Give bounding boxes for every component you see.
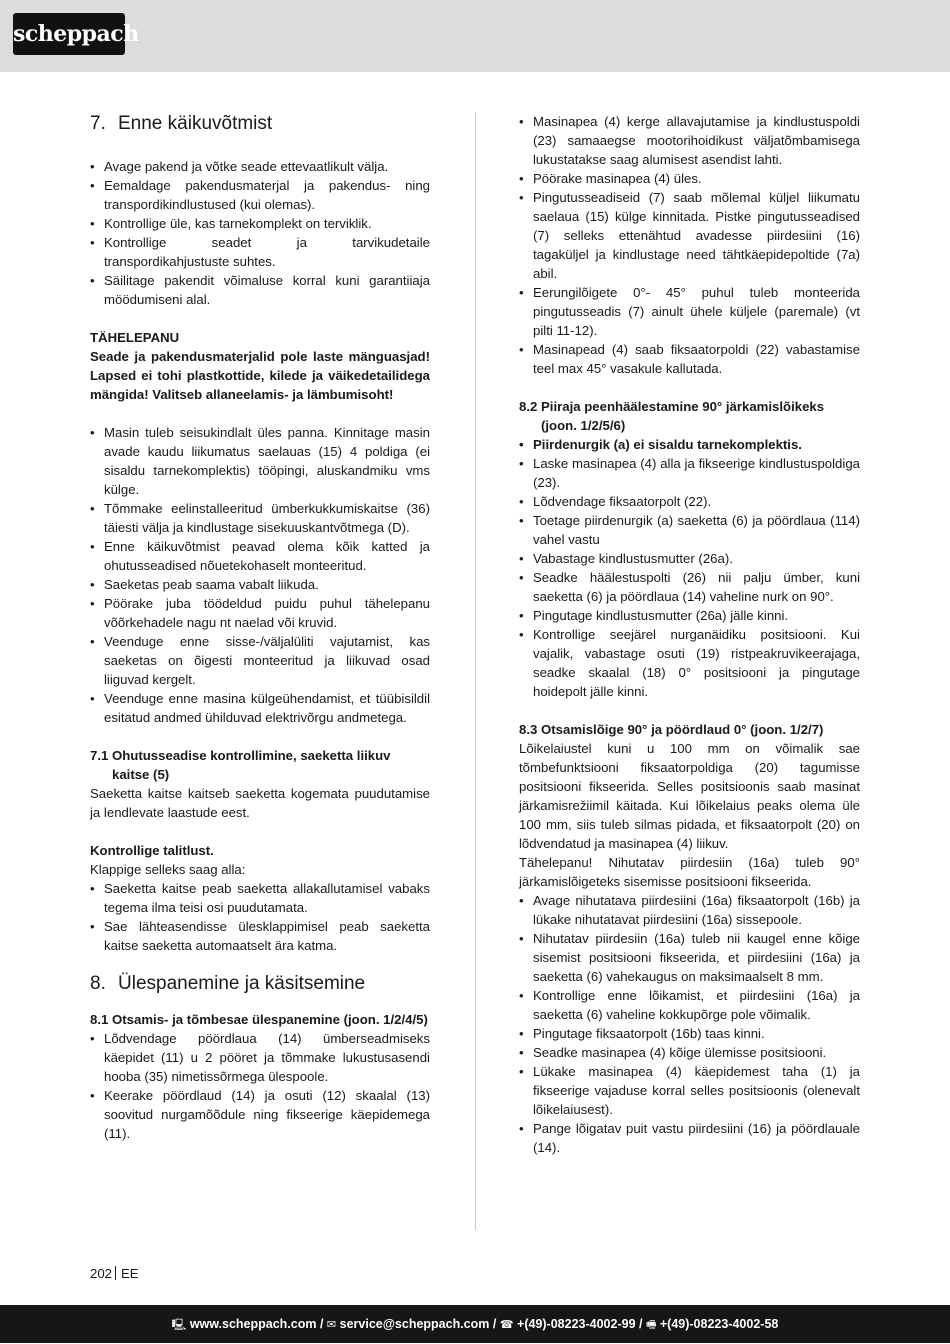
list-item: • Masinapead (4) saab fiksaatorpoldi (22) vabastamise teel max 45° vasakule kallutada. [519, 340, 860, 378]
section-8-2-heading: 8.2 Piiraja peenhäälestamine 90° järkamislõikeks (joon. 1/2/5/6) [519, 399, 825, 433]
list-item: • Seadke häälestuspolti (26) nii palju ümber, kuni saeketta (6) ja pöördlaua (14) vaheline nurk on 90°. [519, 568, 860, 606]
fax-icon: 🖷︎ [645, 1318, 657, 1331]
section-7-heading: 7. Enne käikuvõtmist [90, 113, 273, 134]
scheppach-logo: scheppach [13, 13, 125, 55]
list-item: • Nihutatav piirdesiin (16a) tuleb nii kaugel enne kõige sisemist positsiooni fikseerida, et piirdesiini (16a) ja saeketta (6) vahekaugus on maksimaalselt 8 mm. [519, 929, 860, 986]
section-7-1-heading: 7.1 Ohutusseadise kontrollimine, saeketta liikuv kaitse (5) [90, 748, 391, 782]
footer-phone: +(49)-08223-4002-99 [517, 1317, 636, 1331]
list-item: • Kontrollige üle, kas tarnekomplekt on terviklik. [90, 214, 430, 233]
warning-title: TÄHELEPANU [90, 330, 180, 345]
list-item: • Sae lähteasendisse ülesklappimisel peab saeketta kaitse saeketta automaatselt ära katma. [90, 917, 430, 955]
footer-fax: +(49)-08223-4002-58 [659, 1317, 779, 1331]
unpacking-list [90, 157, 430, 309]
list-item: • Eemaldage pakendusmaterjal ja pakendus- ning transpordikindlustused (kui olemas). [90, 176, 430, 214]
list-item: • Lükake masinapea (4) käepidemest taha (1) ja fikseerige vajaduse korral selles positsioonis (olenevalt lõikelaiusest). [519, 1062, 860, 1119]
list-item: • Masinapea (4) kerge allavajutamise ja kindlustuspoldi (23) samaaegse mootorihoidikust väljatõmbamisega lukustatakse saag alumisest asendist lahti. [519, 112, 860, 169]
check-list [90, 879, 430, 955]
footer-bar: 🖳︎ www.scheppach.com / ✉︎ service@scheppach.com / ☎︎ +(49)-08223-4002-99 / 🖷︎ +(49)-08223-4002-58 [0, 1305, 950, 1343]
list-item: • Pingutage kindlustusmutter (26a) jälle kinni. [519, 606, 860, 625]
list-item: • Lõdvendage fiksaatorpolt (22). [519, 492, 860, 511]
list-item: • Kontrollige enne lõikamist, et piirdesiini (16a) ja saeketta (6) vaheline kokkupõrge pole võimalik. [519, 986, 860, 1024]
column-divider [475, 112, 476, 1230]
list-item: • Laske masinapea (4) alla ja fikseerige kindlustuspoldiga (23). [519, 454, 860, 492]
section-8-3-text: Lõikelaiustel kuni u 100 mm on võimalik sae tõmbefunktsiooni fiksaatorpoldiga (20) tagumisse positsiooni fikseerida. Selles positsioonis saab masinat järkamisrežiimil käitada. Kui lõikelaius peaks olema üle 100 mm, siis tuleb silmas pidada, et fiksaatorpolt (20) on lõdvendatud ja masinapea (4) liikuv. [519, 741, 860, 851]
list-item: • Vabastage kindlustusmutter (26a). [519, 549, 860, 568]
list-item: • Lõdvendage pöördlaua (14) ümberseadmiseks käepidet (11) u 2 pööret ja tõmmake lukustusasendi hooba (35) nimetissõrmega ülespoole. [90, 1029, 430, 1086]
list-item: • Pöörake masinapea (4) üles. [519, 169, 860, 188]
list-item: • Säilitage pakendit võimaluse korral kuni garantiiaja möödumiseni alal. [90, 271, 430, 309]
list-item: • Toetage piirdenurgik (a) saeketta (6) ja pöördlaua (114) vahel vastu [519, 511, 860, 549]
section-7-1-text: Saeketta kaitse kaitseb saeketta kogemata puudutamise ja lendlevate laastude eest. [90, 786, 430, 820]
list-item: • Enne käikuvõtmist peavad olema kõik katted ja ohutusseadised nõuetekohaselt monteeritud. [90, 537, 430, 575]
list-item: • Masin tuleb seisukindlalt üles panna. Kinnitage masin avade kaudu liikumatus saelauas (15) 4 poldiga (ei sisaldu tarnekomplektis) tööpingi, aluskandmiku vms külge. [90, 423, 430, 499]
list-item: • Pöörake juba töödeldud puidu puhul tähelepanu võõrkehadele nagu nt naelad või kruvid. [90, 594, 430, 632]
list-item: • Pingutusseadiseid (7) saab mõlemal küljel liikumatu saelaua (15) külge kinnitada. Pistke pingutusseadised (7) selleks ettenähtud avadesse piirdesiini (16) tagaküljel ja kindlustage need tähtkäepidepoltide (7a) abil. [519, 188, 860, 283]
section-8-3-note: Tähelepanu! Nihutatav piirdesiin (16a) tuleb 90° järkamislõigeteks sisemisse positsiooni fikseerida. [519, 855, 860, 889]
section-8-1-heading: 8.1 Otsamis- ja tõmbesae ülespanemine (joon. 1/2/4/5) [90, 1012, 428, 1027]
section-8-heading: 8. Ülespanemine ja käsitsemine [90, 973, 366, 994]
list-item: • Saeketas peab saama vabalt liikuda. [90, 575, 430, 594]
right-column [519, 112, 860, 1157]
list-item: • Kontrollige seadet ja tarvikudetaile transpordikahjustuste suhtes. [90, 233, 430, 271]
assembly-list [90, 1029, 430, 1143]
list-item: • Seadke masinapea (4) kõige ülemisse positsiooni. [519, 1043, 860, 1062]
footer-website: www.scheppach.com [189, 1317, 317, 1331]
list-item: • Avage pakend ja võtke seade ettevaatlikult välja. [90, 157, 430, 176]
list-item: • Pange lõigatav puit vastu piirdesiini (16) ja pöördlauale (14). [519, 1119, 860, 1157]
mail-icon: ✉︎ [326, 1318, 337, 1331]
phone-icon: ☎︎ [499, 1318, 514, 1331]
list-item: • Avage nihutatava piirdesiini (16a) fiksaatorpolt (16b) ja lükake nihutatavat piirdesiini (16a) sissepoole. [519, 891, 860, 929]
page-number-separator [115, 1266, 116, 1280]
header-bar [0, 0, 950, 72]
fine-adjust-list [519, 435, 860, 701]
setup-list [90, 423, 430, 727]
list-item: • Pingutage fiksaatorpolt (16b) taas kinni. [519, 1024, 860, 1043]
computer-icon: 🖳︎ [171, 1318, 187, 1331]
machine-head-list [519, 112, 860, 378]
cross-cut-list [519, 891, 860, 1157]
page-number: 202 EE [90, 1266, 139, 1281]
list-item: • Tõmmake eelinstalleeritud ümberkukkumiskaitse (36) täiesti välja ja kindlustage sisekuuskantvõtmega (D). [90, 499, 430, 537]
section-8-3-heading: 8.3 Otsamislõige 90° ja pöördlaud 0° (joon. 1/2/7) [519, 722, 824, 737]
list-item: • Veenduge enne sisse-/väljalüliti vajutamist, kas saeketas on õigesti monteeritud ja liikuvad osad liiguvad kergelt. [90, 632, 430, 689]
list-item: • Saeketta kaitse peab saeketta allakallutamisel vabaks tegema ilma teisi osi puudutamata. [90, 879, 430, 917]
language-code: EE [121, 1266, 139, 1281]
list-item: • Piirdenurgik (a) ei sisaldu tarnekomplektis. [519, 435, 860, 454]
list-item: • Eerungilõigete 0°- 45° puhul tuleb monteerida pingutusseadis (7) ainult ühele küljele (paremale) (vt pilti 11-12). [519, 283, 860, 340]
footer-email: service@scheppach.com [339, 1317, 490, 1331]
left-column [90, 112, 430, 1143]
list-item: • Kontrollige seejärel nurganäidiku positsiooni. Kui vajalik, vabastage osuti (19) ristpeakruvikeerajaga, seadke skaalal (18) 0° positsiooni ja pingutage hoidepolt jälle kinni. [519, 625, 860, 701]
check-function-title: Kontrollige talitlust. [90, 843, 214, 858]
list-item: • Veenduge enne masina külgeühendamist, et tüübisildil esitatud andmed ühilduvad elektrivõrgu andmetega. [90, 689, 430, 727]
warning-text: Seade ja pakendusmaterjalid pole laste mänguasjad! Lapsed ei tohi plastkottide, kilede ja väikedetailidega mängida! Valitseb allaneelamis- ja lämbumisoht! [90, 349, 430, 402]
check-function-intro: Klappige selleks saag alla: [90, 862, 246, 877]
list-item: • Keerake pöördlaud (14) ja osuti (12) skaalal (13) soovitud nurgamõõdule ning fikseerige käepidemega (11). [90, 1086, 430, 1143]
